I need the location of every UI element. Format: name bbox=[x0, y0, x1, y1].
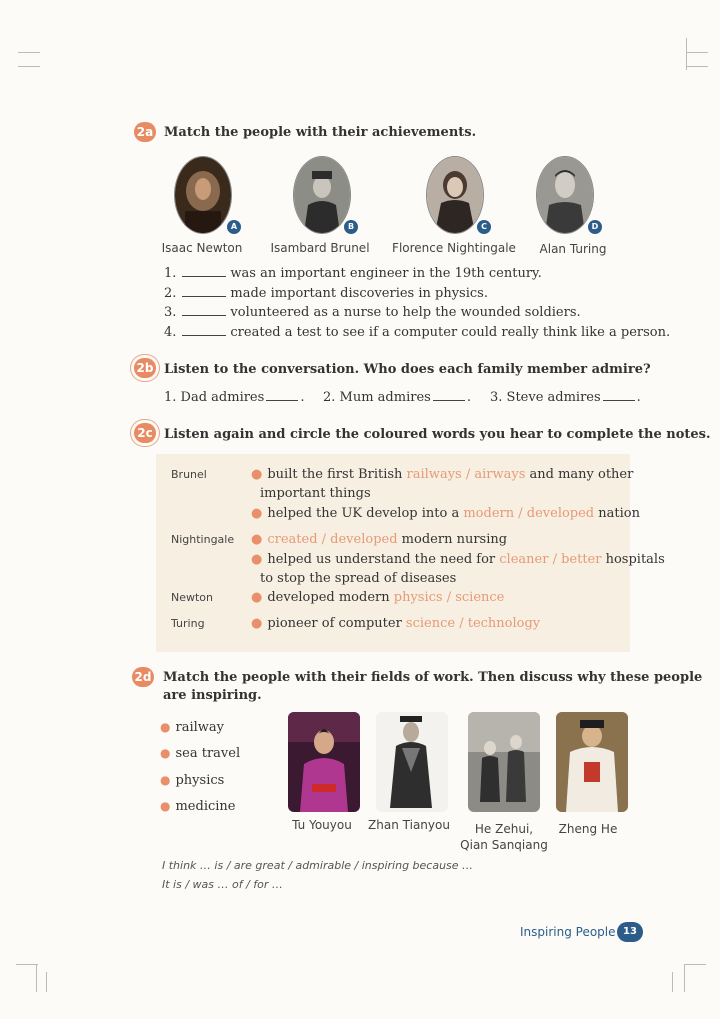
item-text: was an important engineer in the 19th century. bbox=[230, 266, 542, 281]
page-number: 13 bbox=[617, 922, 643, 942]
note-text: helped us understand the need for bbox=[267, 552, 500, 567]
crop-mark bbox=[684, 964, 685, 992]
bullet-icon: ● bbox=[251, 532, 263, 547]
photo-caption: He Zehui, bbox=[474, 822, 534, 836]
section-2a-instruction: Match the people with their achievements. bbox=[164, 125, 477, 140]
note-line bbox=[251, 506, 640, 521]
item-number: 1. bbox=[164, 266, 177, 281]
note-line: to stop the spread of diseases bbox=[260, 571, 457, 586]
portrait-badge-d: D bbox=[588, 220, 602, 234]
portrait-florence-nightingale bbox=[426, 156, 484, 234]
section-badge-2c[interactable]: 2c bbox=[134, 423, 156, 443]
item-text: 1. Dad admires bbox=[164, 390, 265, 405]
word-options[interactable]: created / developed bbox=[267, 532, 398, 547]
exercise-item bbox=[164, 325, 670, 340]
word-options[interactable]: cleaner / better bbox=[499, 552, 602, 567]
note-line bbox=[251, 616, 540, 631]
portrait-badge-c: C bbox=[477, 220, 491, 234]
bullet-icon: ● bbox=[160, 746, 171, 760]
field-label: sea travel bbox=[175, 746, 241, 761]
photo-tu-youyou bbox=[288, 712, 360, 812]
word-options[interactable]: railways / airways bbox=[406, 467, 526, 482]
field-item[interactable] bbox=[160, 799, 236, 814]
item-text: created a test to see if a computer could really think like a person. bbox=[230, 325, 671, 340]
note-text: modern nursing bbox=[397, 532, 508, 547]
bullet-icon: ● bbox=[160, 799, 171, 813]
photo-zheng-he bbox=[556, 712, 628, 812]
answer-blank[interactable] bbox=[182, 266, 226, 277]
field-item[interactable] bbox=[160, 720, 224, 735]
crop-mark bbox=[46, 972, 47, 992]
person-name-newton: Isaac Newton bbox=[161, 241, 243, 255]
answer-blank[interactable] bbox=[182, 305, 226, 316]
bullet-icon: ● bbox=[160, 773, 171, 787]
portrait-isambard-brunel bbox=[293, 156, 351, 234]
section-badge-2d: 2d bbox=[132, 667, 154, 687]
note-line: important things bbox=[260, 486, 371, 501]
answer-blank[interactable] bbox=[182, 325, 226, 336]
note-label-brunel: Brunel bbox=[171, 468, 207, 481]
bullet-icon: ● bbox=[251, 616, 263, 631]
note-text: pioneer of computer bbox=[267, 616, 406, 631]
note-line bbox=[251, 532, 507, 547]
bullet-icon: ● bbox=[251, 552, 263, 567]
bullet-icon: ● bbox=[160, 720, 171, 734]
item-number: 3. bbox=[164, 305, 177, 320]
item-end: . bbox=[636, 390, 641, 405]
crop-mark bbox=[18, 52, 40, 53]
crop-mark bbox=[18, 66, 40, 67]
photo-he-zehui-qian-sanqiang bbox=[468, 712, 540, 812]
crop-mark bbox=[36, 964, 37, 992]
section-badge-2a: 2a bbox=[134, 122, 156, 142]
note-line bbox=[251, 467, 633, 482]
note-text: helped the UK develop into a bbox=[267, 506, 464, 521]
answer-blank[interactable] bbox=[603, 390, 635, 401]
crop-mark bbox=[672, 972, 673, 992]
exercise-item bbox=[164, 266, 542, 281]
person-name-nightingale: Florence Nightingale bbox=[392, 241, 516, 255]
note-line bbox=[251, 590, 504, 605]
portrait-badge-b: B bbox=[344, 220, 358, 234]
item-text: volunteered as a nurse to help the wounded soldiers. bbox=[230, 305, 581, 320]
note-text: developed modern bbox=[267, 590, 394, 605]
note-label-nightingale: Nightingale bbox=[171, 533, 235, 546]
bullet-icon: ● bbox=[251, 467, 263, 482]
section-2b-instruction: Listen to the conversation. Who does each family member admire? bbox=[164, 362, 651, 377]
word-options[interactable]: modern / developed bbox=[463, 506, 595, 521]
exercise-item bbox=[164, 286, 488, 301]
crop-mark bbox=[16, 964, 38, 965]
section-2d-instruction: Match the people with their fields of work. Then discuss why these people bbox=[163, 670, 703, 685]
item-text: 3. Steve admires bbox=[490, 390, 601, 405]
exercise-item bbox=[164, 390, 304, 405]
photo-caption: Zheng He bbox=[558, 822, 618, 836]
field-label: medicine bbox=[175, 799, 236, 814]
photo-caption: Zhan Tianyou bbox=[368, 818, 450, 832]
note-text: and many other bbox=[525, 467, 634, 482]
person-name-brunel: Isambard Brunel bbox=[270, 241, 370, 255]
photo-caption: Qian Sanqiang bbox=[460, 838, 548, 852]
field-label: physics bbox=[175, 773, 225, 788]
section-2c-instruction: Listen again and circle the coloured words you hear to complete the notes. bbox=[164, 427, 711, 442]
crop-mark bbox=[686, 38, 687, 70]
bullet-icon: ● bbox=[251, 506, 263, 521]
crop-mark bbox=[684, 964, 706, 965]
exercise-item bbox=[490, 390, 641, 405]
note-text: hospitals bbox=[601, 552, 665, 567]
crop-mark bbox=[686, 52, 708, 53]
crop-mark bbox=[686, 66, 708, 67]
item-text: made important discoveries in physics. bbox=[230, 286, 488, 301]
item-end: . bbox=[300, 390, 305, 405]
item-number: 2. bbox=[164, 286, 177, 301]
answer-blank[interactable] bbox=[433, 390, 465, 401]
photo-zhan-tianyou bbox=[376, 712, 448, 812]
portrait-badge-a: A bbox=[227, 220, 241, 234]
portrait-isaac-newton bbox=[174, 156, 232, 234]
useful-language: I think … is / are great / admirable / inspiring because … bbox=[162, 859, 474, 872]
note-label-newton: Newton bbox=[171, 591, 214, 604]
field-label: railway bbox=[175, 720, 224, 735]
portrait-alan-turing bbox=[536, 156, 594, 234]
note-text: nation bbox=[594, 506, 640, 521]
item-number: 4. bbox=[164, 325, 177, 340]
footer-title: Inspiring People bbox=[520, 925, 616, 939]
word-options[interactable]: physics / science bbox=[393, 590, 505, 605]
field-item[interactable] bbox=[160, 773, 224, 788]
section-badge-2b[interactable]: 2b bbox=[134, 358, 156, 378]
field-item[interactable] bbox=[160, 746, 240, 761]
note-label-turing: Turing bbox=[171, 617, 205, 630]
note-line bbox=[251, 552, 665, 567]
useful-language: It is / was … of / for … bbox=[162, 878, 283, 891]
answer-blank[interactable] bbox=[182, 286, 226, 297]
photo-caption: Tu Youyou bbox=[292, 818, 352, 832]
answer-blank[interactable] bbox=[266, 390, 298, 401]
note-text: built the first British bbox=[267, 467, 407, 482]
bullet-icon: ● bbox=[251, 590, 263, 605]
section-2d-instruction-cont: are inspiring. bbox=[163, 688, 262, 703]
person-name-turing: Alan Turing bbox=[539, 242, 607, 256]
exercise-item bbox=[164, 305, 581, 320]
item-end: . bbox=[466, 390, 471, 405]
exercise-item bbox=[323, 390, 471, 405]
word-options[interactable]: science / technology bbox=[405, 616, 541, 631]
item-text: 2. Mum admires bbox=[323, 390, 431, 405]
